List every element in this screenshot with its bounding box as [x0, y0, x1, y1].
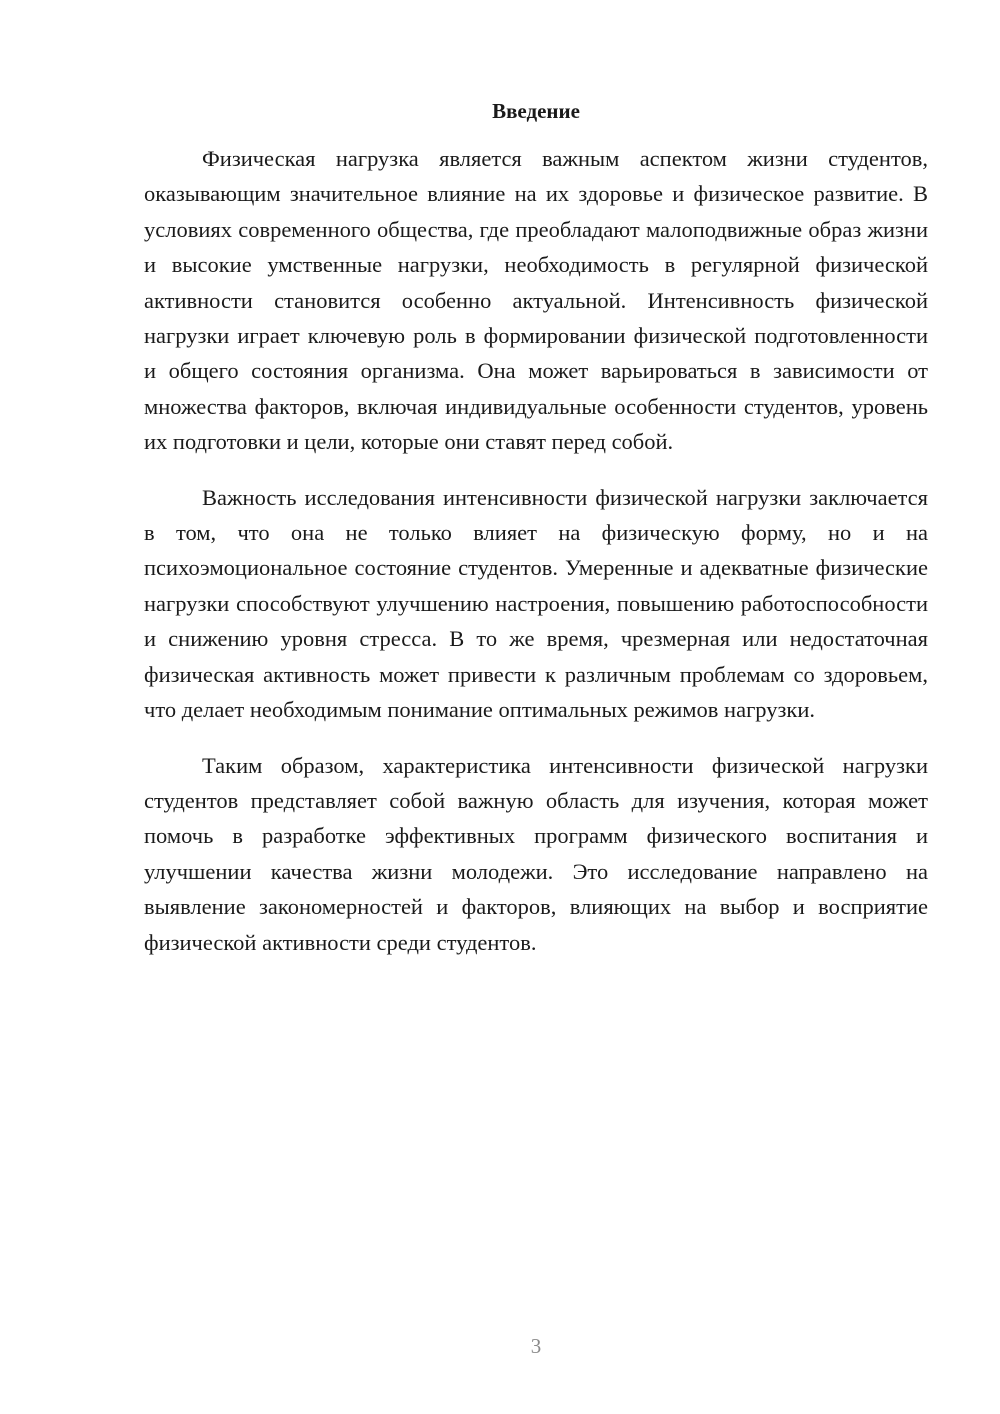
document-body [144, 141, 928, 980]
paragraph-3: Таким образом, характеристика интенсивности физической нагрузки студентов представляет собой важную область для изучения, которая может помочь в разработке эффективных программ физического воспитания и улучшении качества жизни молодежи. Это исследование направлено на выявление закономерностей и факторов, влияющих на выбор и восприятие физической активности среди студентов. [144, 752, 928, 955]
page-number: 3 [530, 1334, 542, 1358]
paragraph-2: Важность исследования интенсивности физической нагрузки заключается в том, что она не только влияет на физическую форму, но и на психоэмоциональное состояние студентов. Умеренные и адекватные физические нагрузки способствуют улучшению настроения, повышению работоспособности и снижению уровня стресса. В то же время, чрезмерная или недостаточная физическая активность может привести к различным проблемам со здоровьем, что делает необходимым понимание оптимальных режимов нагрузки. [144, 484, 928, 723]
paragraph-1: Физическая нагрузка является важным аспектом жизни студентов, оказывающим значительное влияние на их здоровье и физическое развитие. В условиях современного общества, где преобладают малоподвижные образ жизни и высокие умственные нагрузки, необходимость в регулярной физической активности становится особенно актуальной. Интенсивность физической нагрузки играет ключевую роль в формировании физической подготовленности и общего состояния организма. Она может варьироваться в зависимости от множества факторов, включая индивидуальные особенности студентов, уровень их подготовки и цели, которые они ставят перед собой. [144, 146, 928, 455]
section-heading: Введение [492, 99, 580, 123]
